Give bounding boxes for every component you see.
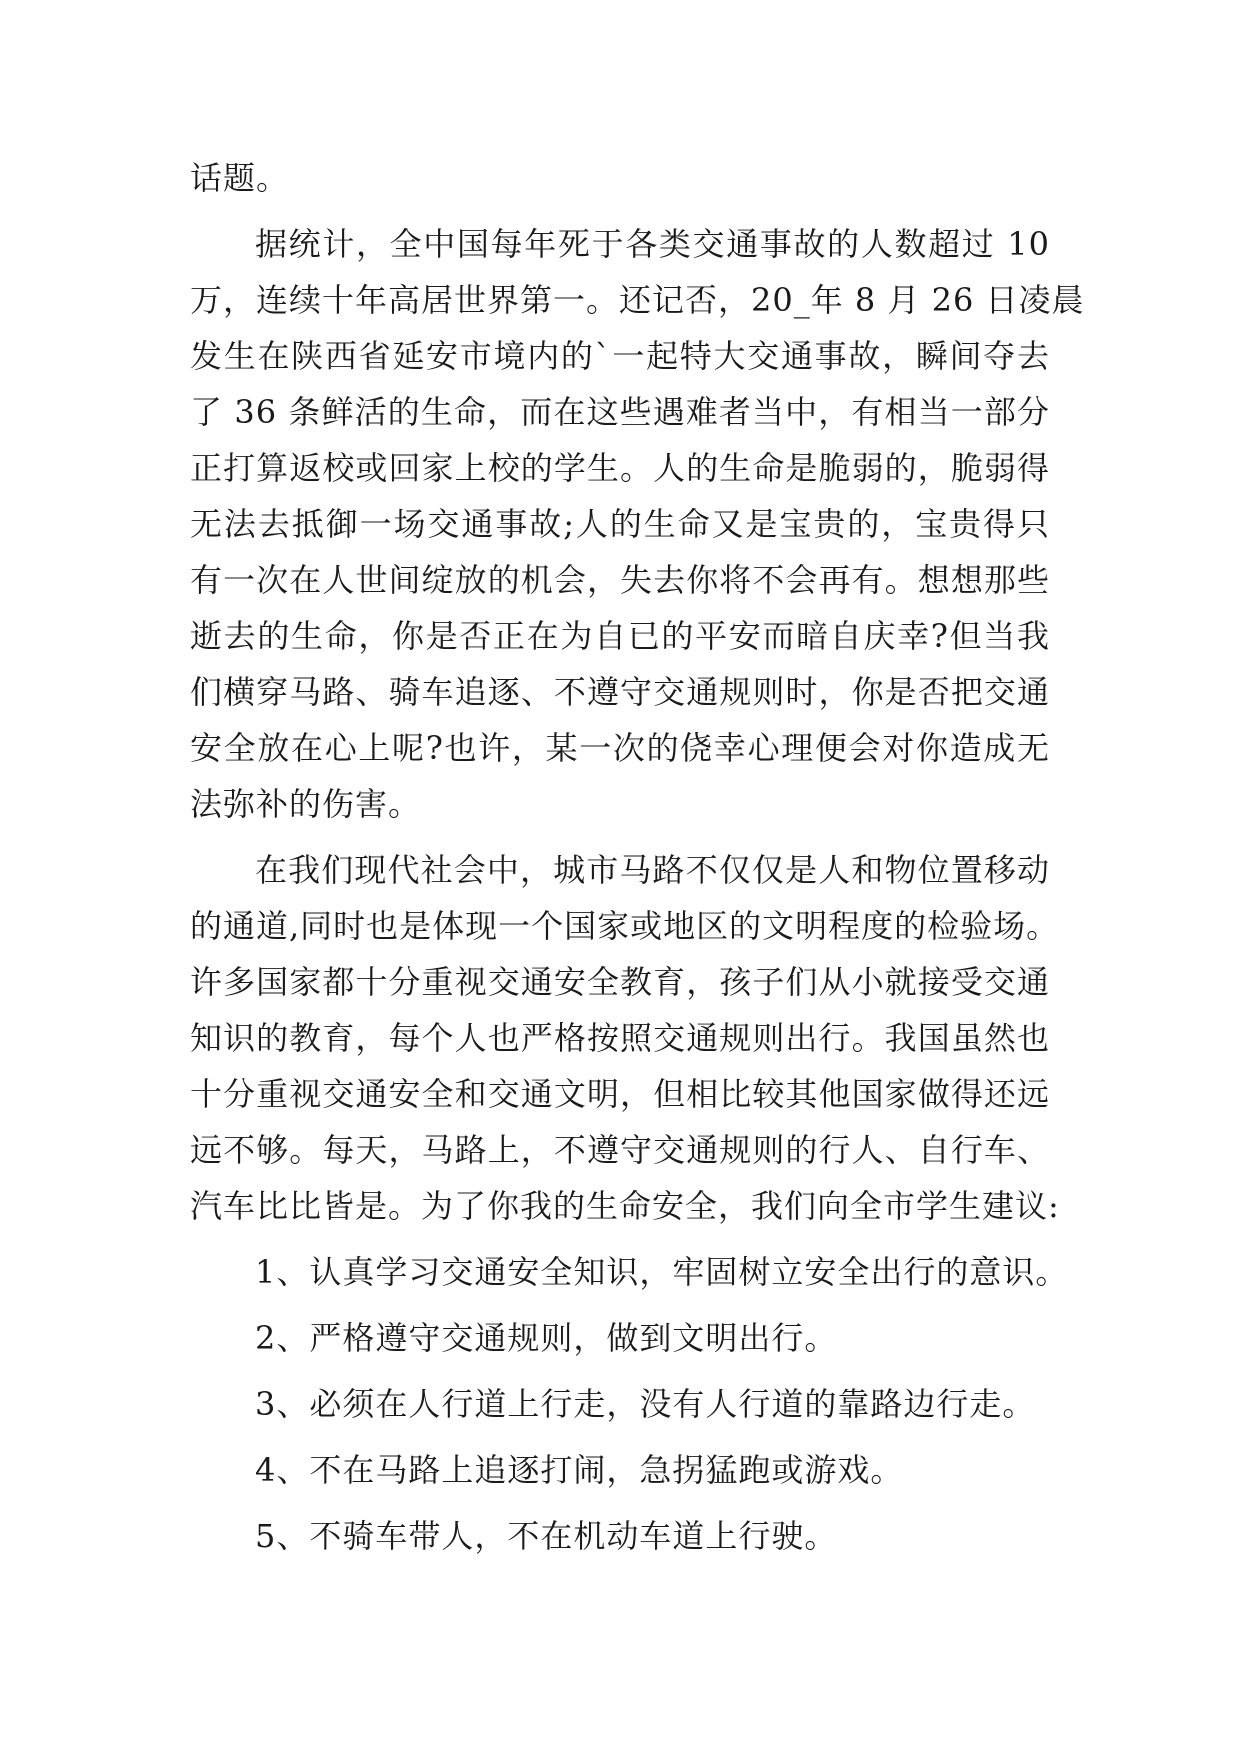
paragraph-line: 有一次在人世间绽放的机会，失去你将不会再有。想想那些 [190,561,1050,599]
paragraph-line: 据统计，全中国每年死于各类交通事故的人数超过 10 [255,225,1050,263]
paragraph-line: 们横穿马路、骑车追逐、不遵守交通规则时，你是否把交通 [190,673,1050,711]
suggestion-item: 3、必须在人行道上行走，没有人行道的靠路边行走。 [255,1385,1036,1423]
paragraph-line: 十分重视交通安全和交通文明，但相比较其他国家做得还远 [190,1075,1050,1113]
paragraph-line: 逝去的生命，你是否正在为自已的平安而暗自庆幸?但当我 [190,617,1050,655]
paragraph-line: 在我们现代社会中，城市马路不仅仅是人和物位置移动 [255,851,1050,889]
paragraph-line: 知识的教育，每个人也严格按照交通规则出行。我国虽然也 [190,1019,1050,1057]
paragraph-line: 话题。 [190,159,290,197]
paragraph-line: 正打算返校或回家上校的学生。人的生命是脆弱的，脆弱得 [190,449,1050,487]
suggestion-item: 2、严格遵守交通规则，做到文明出行。 [255,1319,838,1357]
paragraph-line: 法弥补的伤害。 [190,785,422,823]
suggestion-item: 1、认真学习交通安全知识，牢固树立安全出行的意识。 [255,1253,1069,1291]
suggestion-item: 5、不骑车带人，不在机动车道上行驶。 [255,1517,838,1555]
paragraph-line: 了 36 条鲜活的生命，而在这些遇难者当中，有相当一部分 [190,393,1050,431]
paragraph-line: 发生在陕西省延安市境内的`一起特大交通事故，瞬间夺去 [190,337,1050,375]
paragraph-line: 的通道,同时也是体现一个国家或地区的文明程度的检验场。 [190,907,1060,945]
paragraph-line: 许多国家都十分重视交通安全教育，孩子们从小就接受交通 [190,963,1050,1001]
paragraph-line: 汽车比比皆是。为了你我的生命安全，我们向全市学生建议: [190,1187,1060,1225]
paragraph-line: 万，连续十年高居世界第一。还记否，20_年 8 月 26 日凌晨 [190,281,1085,319]
paragraph-line: 安全放在心上呢?也许，某一次的侥幸心理便会对你造成无 [190,729,1050,767]
paragraph-line: 远不够。每天，马路上，不遵守交通规则的行人、自行车、 [190,1131,1050,1169]
suggestion-item: 4、不在马路上追逐打闹，急拐猛跑或游戏。 [255,1451,904,1489]
paragraph-line: 无法去抵御一场交通事故;人的生命又是宝贵的，宝贵得只 [190,505,1050,543]
